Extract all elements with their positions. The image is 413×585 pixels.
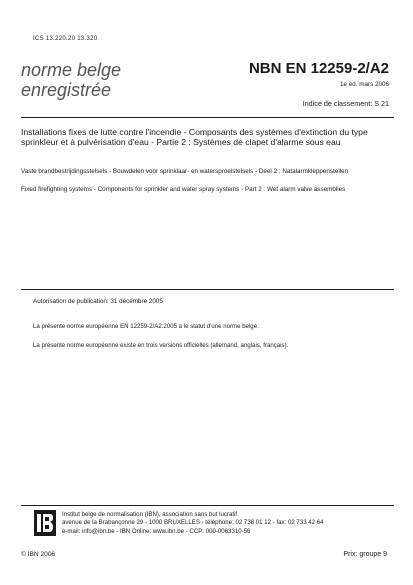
title-dutch: Vaste brandbestrijdingsstelsels - Bouwdelen voor sprinklaar- en watersproeistelsels - Deel 2 : Natalarmkleppenstellen (21, 168, 349, 175)
publication-authorization: Autorisation de publication: 31 décembre 2005 (33, 298, 163, 305)
brand-line-1: norme belge (21, 60, 122, 80)
ics-code: ICS 13.220.20 13.320 (33, 36, 98, 42)
classification-index: Indice de classement: S 21 (302, 99, 389, 108)
institute-contact: e-mail: info@ibn.be - IBN Online: www.ibn.be - CCP: 000-0063310-56 (62, 527, 251, 535)
bottom-divider (21, 505, 394, 506)
ibn-logo-icon (34, 510, 56, 536)
title-english: Fixed firefighting systems - Components for sprinkler and water spray systems - Part 2 : Wet alarm valve assemblies (21, 186, 346, 193)
adoption-note: La présente norme européenne EN 12259-2/A2:2005 a le statut d'une norme belge. (33, 323, 259, 330)
edition-date: 1e éd. mars 2006 (339, 81, 389, 88)
top-divider (21, 117, 394, 118)
standard-number: NBN EN 12259-2/A2 (248, 60, 389, 77)
institute-address: avenue de la Brabançonne 29 - 1000 BRUXELLES - téléphone: 02 738 01 12 - fax: 02 733 42 64 (62, 519, 324, 527)
middle-divider (21, 289, 394, 290)
registered-standard-heading (21, 60, 121, 100)
institute-name: Institut belge de normalisation (IBN), association sans but lucratif (62, 511, 238, 518)
title-french: Installations fixes de lutte contre l'incendie - Composants des systèmes d'extinction du type sprinkleur et à pulvérisation d'eau - Partie 2 : Systèmes de clapet d'alarme sous eau (21, 127, 368, 148)
brand-line-2: enregistrée (21, 80, 112, 100)
official-versions-note: La présente norme européenne existe en trois versions officielles (allemand, anglais, français). (33, 342, 289, 349)
price-group: Prix: groupe 9 (343, 551, 387, 558)
copyright: © IBN 2006 (21, 551, 56, 558)
institute-info (62, 511, 392, 536)
ibn-logo (34, 510, 56, 536)
